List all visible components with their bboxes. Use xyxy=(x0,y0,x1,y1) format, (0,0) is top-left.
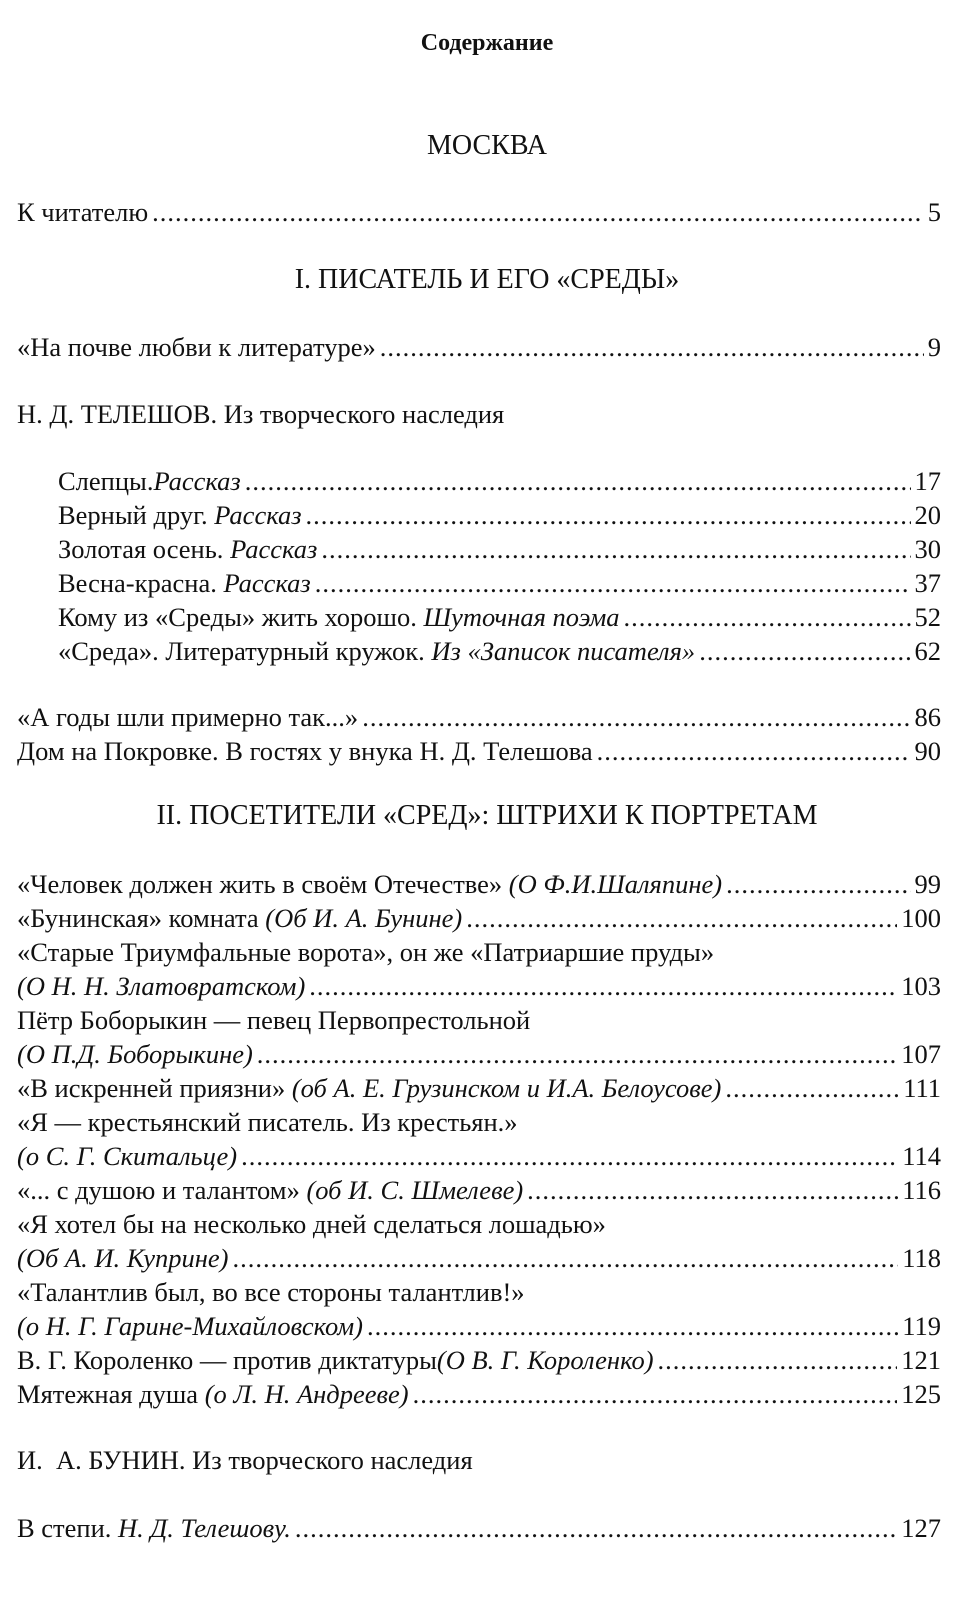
entry-text: Слепцы.Рассказ xyxy=(58,466,241,496)
entry-text: Золотая осень. Рассказ xyxy=(58,534,318,564)
page-number: 103 xyxy=(901,971,941,1001)
toc-entry-na-pochve xyxy=(17,331,941,365)
page-number: 5 xyxy=(927,197,941,227)
toc-entry-petr-line1: Пётр Боборыкин — певец Первопрестольной xyxy=(17,1005,531,1035)
entry-text: (О П.Д. Боборыкине) xyxy=(17,1039,253,1069)
toc-entry-a-gody-shli xyxy=(17,701,941,735)
section-heading-pisatel: I. ПИСАТЕЛЬ И ЕГО «СРЕДЫ» xyxy=(294,264,680,295)
entry-text: Весна-красна. Рассказ xyxy=(58,568,311,598)
toc-entry-s-dushoyu xyxy=(17,1174,941,1208)
toc-entry-talantliv-line1: «Талантлив был, во все стороны талантлив!» xyxy=(17,1277,525,1307)
entry-text: «Бунинская» комната (Об И. А. Бунине) xyxy=(17,903,463,933)
leader-dots xyxy=(658,1344,898,1376)
leader-dots xyxy=(245,465,911,497)
subheading-bunin: И. А. БУНИН. Из творческого наследия xyxy=(17,1445,473,1475)
toc-entry-talantliv-line2 xyxy=(17,1310,941,1344)
entry-text: (О Н. Н. Златовратском) xyxy=(17,971,306,1001)
toc-entry-slepcy xyxy=(58,465,941,499)
leader-dots xyxy=(309,970,897,1002)
toc-entry-v-iskrennei xyxy=(17,1072,941,1106)
entry-text: Дом на Покровке. В гостях у внука Н. Д. Телешова xyxy=(17,736,593,766)
toc-entry-v-stepi xyxy=(17,1512,941,1546)
leader-dots xyxy=(597,735,911,767)
toc-entry-myatezhnaya xyxy=(17,1378,941,1412)
page-number: 127 xyxy=(901,1513,941,1543)
entry-text: «На почве любви к литературе» xyxy=(17,332,376,362)
entry-text: (Об А. И. Куприне) xyxy=(17,1243,229,1273)
toc-entry-komu-iz-sredy xyxy=(58,601,941,635)
leader-dots xyxy=(232,1242,898,1274)
entry-text: В. Г. Короленко — против диктатуры(О В. Г. Короленко) xyxy=(17,1345,654,1375)
toc-entry-ya-hotel-line2 xyxy=(17,1242,941,1276)
leader-dots xyxy=(466,902,897,934)
toc-entry-ya-krestyansky-line1: «Я — крестьянский писатель. Из крестьян.» xyxy=(17,1107,518,1137)
leader-dots xyxy=(726,868,910,900)
toc-entry-sreda-kruzhok xyxy=(58,635,941,669)
leader-dots xyxy=(413,1378,898,1410)
entry-text: В степи. Н. Д. Телешову. xyxy=(17,1513,291,1543)
leader-dots xyxy=(699,635,910,667)
page-number: 37 xyxy=(914,568,941,598)
entry-text: Верный друг. Рассказ xyxy=(58,500,302,530)
page-number: 118 xyxy=(902,1243,941,1273)
page-number: 125 xyxy=(901,1379,941,1409)
entry-text: «... с душою и талантом» (об И. С. Шмелеве) xyxy=(17,1175,524,1205)
entry-text: К читателю xyxy=(17,197,149,227)
page-number: 90 xyxy=(914,736,941,766)
page-number: 9 xyxy=(927,332,941,362)
page-number: 30 xyxy=(914,534,941,564)
entry-text: «Человек должен жить в своём Отечестве» (О Ф.И.Шаляпине) xyxy=(17,869,723,899)
page-number: 20 xyxy=(914,500,941,530)
leader-dots xyxy=(624,601,911,633)
entry-text: (о Н. Г. Гарине-Михайловском) xyxy=(17,1311,363,1341)
leader-dots xyxy=(367,1310,898,1342)
toc-entry-ya-hotel-line1: «Я хотел бы на несколько дней сделаться лошадью» xyxy=(17,1209,606,1239)
page-number: 52 xyxy=(914,602,941,632)
page-number: 114 xyxy=(902,1141,941,1171)
toc-entry-chelovek-dolzhen xyxy=(17,868,941,902)
page-number: 86 xyxy=(914,702,941,732)
leader-dots xyxy=(321,533,910,565)
entry-text: «Среда». Литературный кружок. Из «Записок писателя» xyxy=(58,636,696,666)
leader-dots xyxy=(257,1038,897,1070)
page-number: 121 xyxy=(901,1345,941,1375)
toc-entry-zolotaya-osen xyxy=(58,533,941,567)
page-number: 111 xyxy=(903,1073,941,1103)
section-heading-posetiteli: II. ПОСЕТИТЕЛИ «СРЕД»: ШТРИХИ К ПОРТРЕТАМ xyxy=(156,800,818,831)
page-number: 17 xyxy=(914,466,941,496)
entry-text: (о С. Г. Скитальце) xyxy=(17,1141,238,1171)
leader-dots xyxy=(362,701,910,733)
leader-dots xyxy=(295,1512,897,1544)
entry-text: Кому из «Среды» жить хорошо. Шуточная поэма xyxy=(58,602,620,632)
toc-entry-vesna-krasna xyxy=(58,567,941,601)
page-number: 62 xyxy=(914,636,941,666)
toc-entry-verny-drug xyxy=(58,499,941,533)
leader-dots xyxy=(306,499,911,531)
toc-entry-dom-na-pokrovke xyxy=(17,735,941,769)
section-heading-moskva: МОСКВА xyxy=(427,130,547,161)
entry-text: «А годы шли примерно так...» xyxy=(17,702,359,732)
leader-dots xyxy=(152,196,924,228)
leader-dots xyxy=(241,1140,898,1172)
toc-entry-buninskaya xyxy=(17,902,941,936)
page-number: 107 xyxy=(901,1039,941,1069)
page-number: 119 xyxy=(902,1311,941,1341)
leader-dots xyxy=(380,331,924,363)
toc-entry-korolenko xyxy=(17,1344,941,1378)
subheading-teleshov: Н. Д. ТЕЛЕШОВ. Из творческого наследия xyxy=(17,399,505,429)
page-title: Содержание xyxy=(420,30,554,56)
entry-text: «В искренней приязни» (об А. Е. Грузинском и И.А. Белоусове) xyxy=(17,1073,722,1103)
entry-text: Мятежная душа (о Л. Н. Андрееве) xyxy=(17,1379,409,1409)
toc-entry-petr-line2 xyxy=(17,1038,941,1072)
toc-entry-ya-krestyansky-line2 xyxy=(17,1140,941,1174)
toc-entry-starye-line1: «Старые Триумфальные ворота», он же «Патриаршие пруды» xyxy=(17,937,715,967)
toc-entry-k-chitatelyu xyxy=(17,196,941,230)
page-number: 99 xyxy=(914,869,941,899)
page-number: 116 xyxy=(902,1175,941,1205)
leader-dots xyxy=(527,1174,898,1206)
toc-entry-starye-line2 xyxy=(17,970,941,1004)
page-number: 100 xyxy=(901,903,941,933)
leader-dots xyxy=(725,1072,899,1104)
leader-dots xyxy=(315,567,911,599)
